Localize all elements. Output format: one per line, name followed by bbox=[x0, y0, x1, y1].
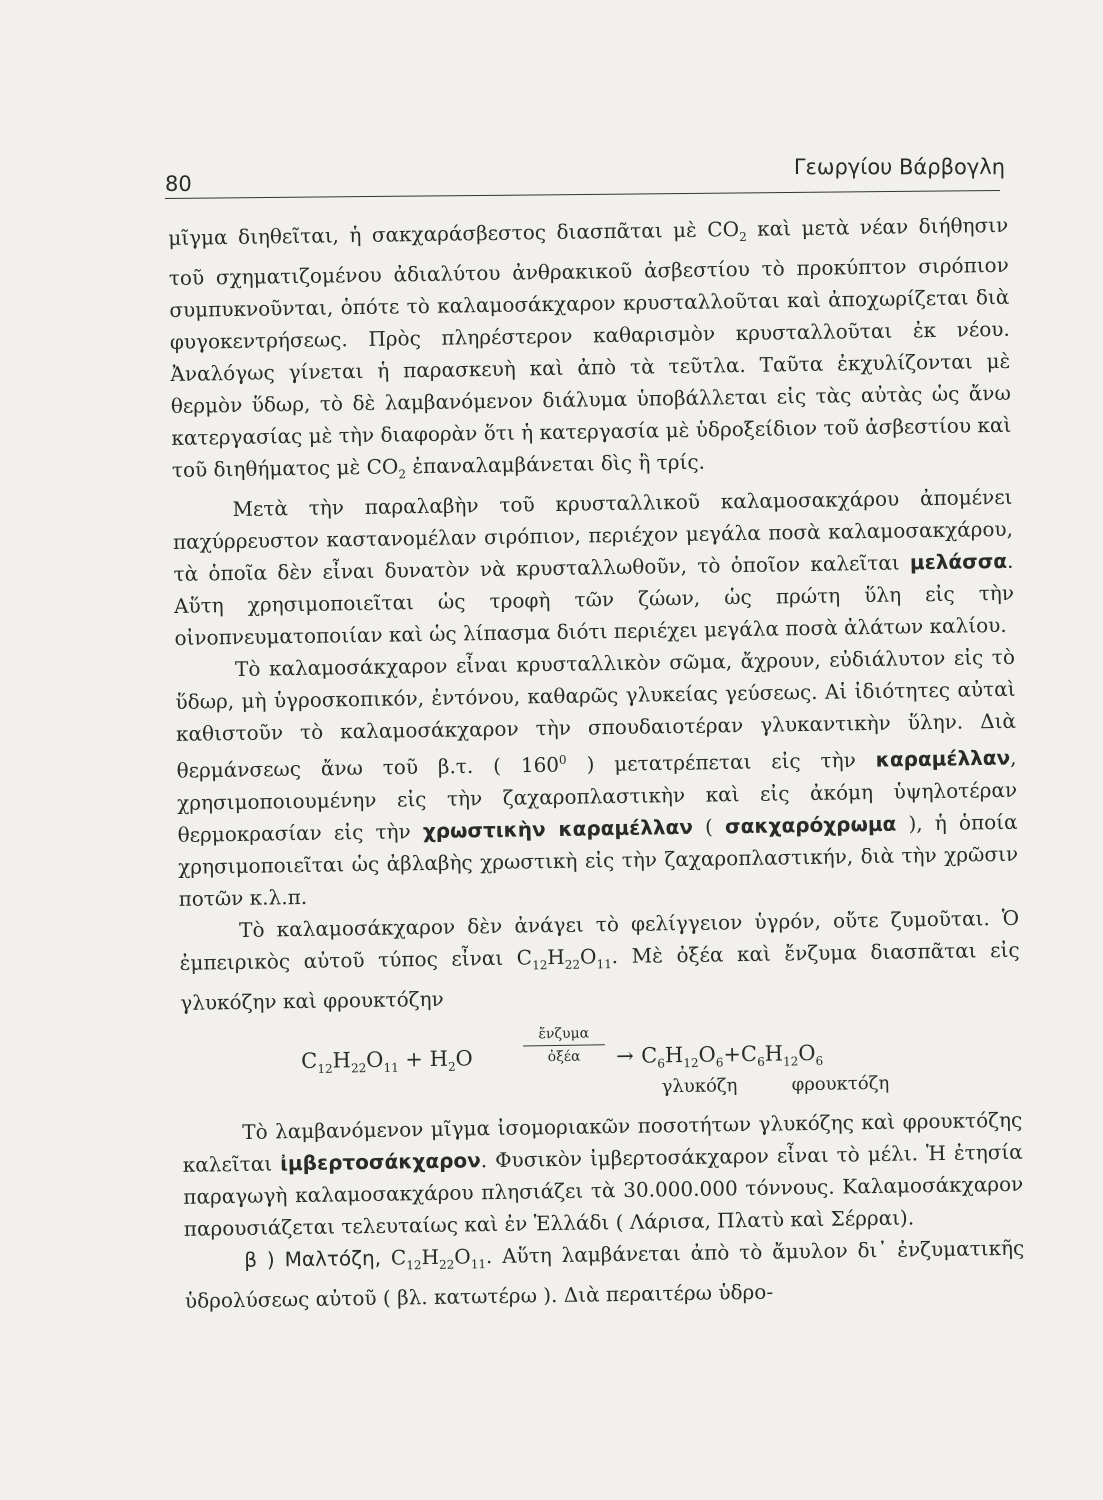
section-label-maltose: β ) Μαλτόζη, bbox=[244, 1245, 382, 1272]
text-run: . Μὲ ὀξέα καὶ ἔνζυμα διασπᾶται εἰς γλυκόζην καὶ φρουκτόζην bbox=[180, 937, 1020, 1015]
subscript: 11 bbox=[596, 956, 612, 972]
superscript: 0 bbox=[558, 752, 567, 767]
text-run: μῖγμα διηθεῖται, ἡ σακχαράσβεστος διασπᾶται μὲ CO bbox=[168, 217, 740, 250]
term-invert-sugar: ἰμβερτοσάκχαρον bbox=[279, 1147, 481, 1176]
term-sugar-color: σακχαρόχρωμα bbox=[724, 811, 897, 838]
subscript: 12 bbox=[532, 957, 548, 973]
text-run: O bbox=[579, 944, 597, 969]
paragraph-1 bbox=[168, 209, 1012, 494]
text-run: . Αὕτη λαμβάνεται ἀπὸ τὸ ἄμυλον δι᾽ ἐνζυματικῆς ὑδρολύσεως αὐτοῦ ( βλ. κατωτέρω ). Διὰ περαιτέρω ὑδρο- bbox=[184, 1235, 1025, 1313]
reaction-arrow-line bbox=[523, 1044, 605, 1046]
paragraph-6 bbox=[184, 1231, 1025, 1316]
subscript: 2 bbox=[739, 229, 747, 245]
text-run: H bbox=[421, 1244, 440, 1269]
running-head: Γεωργίου Βάρβογλη bbox=[793, 155, 1005, 179]
text-run: . Αὕτη χρησιμοποιεῖται ὡς τροφὴ τῶν ζώων, ὡς πρώτη ὕλη εἰς τὴν οἰνοπνευματοποιίαν καὶ ὡς λίπασμα διότι περιέχει μεγάλα ποσὰ ἀλάτων καλίου. bbox=[173, 548, 1015, 650]
text-run: ἐπαναλαμβάνεται δὶς ἢ τρίς. bbox=[405, 449, 706, 479]
text-run: ) μετατρέπεται εἰς τὴν bbox=[566, 747, 876, 777]
page-header bbox=[165, 150, 1005, 200]
text-run: Τὸ καλαμοσάκχαρον δὲν ἀνάγει τὸ φελίγγειον ὑγρόν, οὔτε ζυμοῦται. Ὁ ἐμπειρικὸς αὐτοῦ τύπος εἶναι C bbox=[179, 905, 1020, 975]
text-run: ), ἡ ὁποία χρησιμοποιεῖται ὡς ἀβλαβὴς χρωστικὴ εἰς τὴν ζαχαροπλαστικήν, διὰ τὴν χρῶσιν ποτῶν κ.λ.π. bbox=[177, 809, 1019, 911]
equation-reactants: $C_{12}H_{22}O_{11} + H_2O$ bbox=[301, 1045, 473, 1076]
subscript: 2 bbox=[398, 467, 407, 482]
subscript: 22 bbox=[438, 1257, 455, 1272]
hydrolysis-equation bbox=[181, 1023, 1022, 1102]
paragraph-4 bbox=[179, 901, 1021, 1018]
text-run: , χρησιμοποιουμένην εἰς τὴν ζαχαροπλαστικὴν καὶ εἰς ἀκόμη ὑψηλοτέραν θερμοκρασίαν εἰς τὴν bbox=[176, 745, 1018, 847]
text-run: Τὸ λαμβανόμενον μῖγμα ἰσομοριακῶν ποσοτήτων γλυκόζης καὶ φρουκτόζης καλεῖται bbox=[182, 1107, 1023, 1177]
page-number: 80 bbox=[165, 172, 192, 196]
text-run: C bbox=[380, 1245, 407, 1270]
condition-acid: ὀξέα bbox=[547, 1048, 581, 1065]
text-run: Τὸ καλαμοσάκχαρον εἶναι κρυσταλλικὸν σῶμα, ἄχρουν, εὐδιάλυτον εἰς τὸ ὕδωρ, μὴ ὑγροσκοπικόν, ἐντόνου, καθαρῶς γλυκείας γεύσεως. Αἱ ἰδιότητες αὐταὶ καθιστοῦν τὸ καλαμοσάκχαρον τὴν σπουδαιοτέραν γλυκαντικὴν ὕλην. Διὰ θερμάνσεως ἄνω τοῦ β.τ. ( 160 bbox=[175, 644, 1017, 783]
paragraph-5 bbox=[182, 1103, 1024, 1244]
text-run: Μετὰ τὴν παραλαβὴν τοῦ κρυσταλλικοῦ καλαμοσακχάρου ἀπομένει παχύρρευστον καστανομέλαν σιρόπιον, περιέχον μεγάλα ποσὰ καλαμοσακχάρου, τὰ ὁποῖα δὲν εἶναι δυνατὸν νὰ κρυσταλλωθοῦν, τὸ ὁποῖον καλεῖται bbox=[172, 484, 1014, 586]
text-run: ( bbox=[692, 813, 726, 839]
reaction-arrow: → bbox=[615, 1043, 634, 1068]
text-run: H bbox=[547, 944, 565, 969]
subscript: 22 bbox=[564, 957, 581, 972]
term-caramel: καραμέλλαν bbox=[875, 745, 1011, 772]
equation-products: $C_6H_{12}O_6+C_6H_{12}O_6$ bbox=[640, 1040, 824, 1071]
term-molasses: μελάσσα bbox=[909, 548, 1008, 575]
condition-enzyme: ἔνζυμα bbox=[538, 1025, 590, 1042]
subscript: 11 bbox=[470, 1256, 487, 1272]
term-coloring-caramel: χρωστικὴν καραμέλλαν bbox=[422, 814, 694, 843]
text-run: O bbox=[454, 1244, 471, 1269]
paragraph-2 bbox=[172, 481, 1014, 654]
text-run: καὶ μετὰ νέαν διήθησιν τοῦ σχηματιζομένου ἀδιαλύτου ἀνθρακικοῦ ἀσβεστίου τὸ προκύπτον σιρόπιον συμπυκνοῦνται, ὁπότε τὸ καλαμοσάκχαρον κρυσταλλοῦται καὶ ἀποχωρίζεται διὰ φυγοκεντρήσεως. Πρὸς πληρέστερον καθαρισμὸν κρυσταλλοῦται ἐκ νέου. Ἀναλόγως γίνεται ἡ παρασκευὴ καὶ ἀπὸ τὰ τεῦτλα. Ταῦτα ἐκχυλίζονται μὲ θερμὸν ὕδωρ, τὸ δὲ λαμβανόμενον διάλυμα ὑποβάλλεται εἰς τὰς αὐτὰς ὡς ἄνω κατεργασίας μὲ τὴν διαφορὰν ὅτι ἡ κατεργασία μὲ ὑδροξείδιον τοῦ ἀσβεστίου καὶ τοῦ διηθήματος μὲ CO bbox=[168, 212, 1012, 482]
label-glucose: γλυκόζη bbox=[661, 1074, 738, 1098]
subscript: 12 bbox=[406, 1257, 422, 1273]
body-text bbox=[168, 209, 1025, 1317]
label-fructose: φρουκτόζη bbox=[791, 1072, 890, 1095]
paragraph-3 bbox=[175, 641, 1019, 915]
reaction-conditions bbox=[519, 1024, 610, 1066]
text-run: . Φυσικὸν ἰμβερτοσάκχαρον εἶναι τὸ μέλι. Ἡ ἐτησία παραγωγὴ καλαμοσακχάρου πλησιάζει τὰ 30.000.000 τόννους. Καλαμοσάκχαρον παρουσιάζεται τελευταίως καὶ ἐν Ἑλλάδι ( Λάρισα, Πλατὺ καὶ Σέρραι). bbox=[183, 1139, 1024, 1241]
